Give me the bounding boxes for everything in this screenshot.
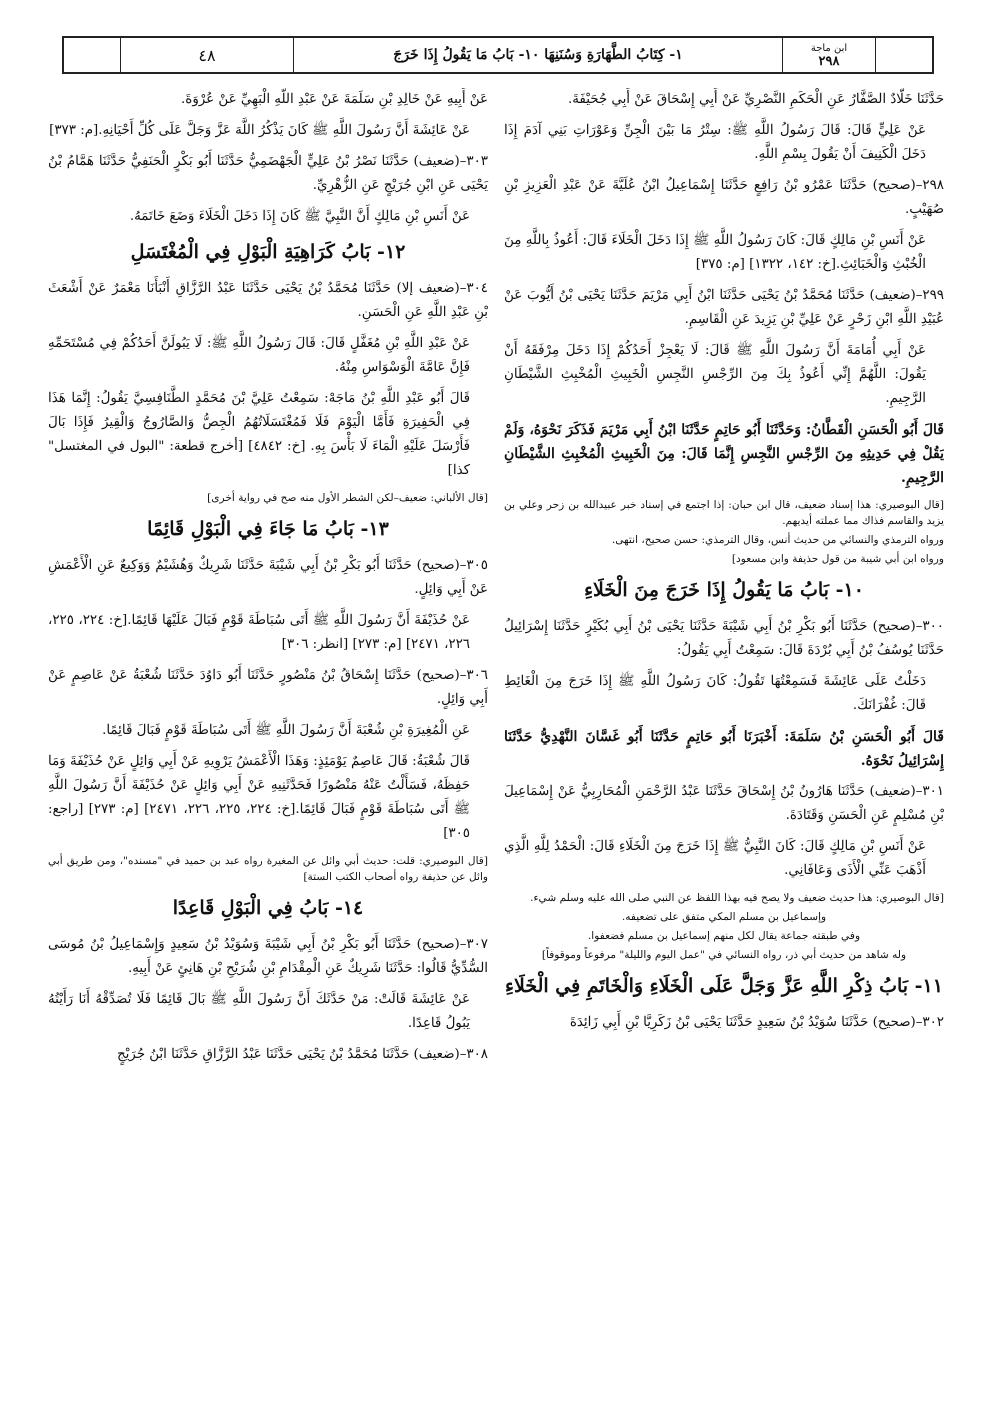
header-blank-cell xyxy=(876,38,932,72)
book-page xyxy=(48,30,944,1375)
hadith-308: ٣٠٨–(ضعيف) حَدَّثَنَا مُحَمَّدُ بْنُ يَحْيَى حَدَّثَنَا عَبْدُ الرَّزَّاقِ حَدَّثَنَا ابْنُ جُرَيْجٍ xyxy=(116,1047,488,1062)
chapter-heading-10: ١٠- بَابُ مَا يَقُولُ إِذَا خَرَجَ مِنَ الْخَلَاءِ xyxy=(584,579,864,601)
hadith-307: ٣٠٧–(صحيح) حَدَّثَنَا أَبُو بَكْرِ بْنُ أَبِي شَيْبَةَ وَسُوَيْدُ بْنُ سَعِيدٍ وَإِسْمَاعِيلُ بْنُ مُوسَى السُّدِّيُّ قَالُوا: حَدَّثَنَا شَرِيكٌ عَنِ الْمِقْدَامِ بْنِ شُرَيْحِ بْنِ هَانِئٍ عَنْ أَبِيهِ. xyxy=(48,937,488,976)
header-blank-cell xyxy=(64,38,121,72)
hadith-isnad: عَنْ أَبِيهِ عَنْ خَالِدِ بْنِ سَلَمَةَ عَنْ عَبْدِ اللَّهِ الْبَهِيِّ عَنْ عُرْوَةَ. xyxy=(181,92,488,107)
hadith-matn: عَنْ أَنَسِ بْنِ مَالِكٍ أَنَّ النَّبِيَّ ﷺ كَانَ إِذَا دَخَلَ الْخَلَاءَ وَضَعَ خَاتَمَهُ. xyxy=(129,209,470,224)
hadith-matn: عَنْ عَلِيٍّ قَالَ: قَالَ رَسُولُ اللَّهِ ﷺ: سِتْرُ مَا بَيْنَ الْجِنِّ وَعَوْرَاتِ بَنِي آدَمَ إِذَا دَخَلَ الْكَنِيفَ أَنْ يَقُولَ بِسْمِ اللَّهِ. xyxy=(504,123,926,162)
hadith-matn: دَخَلْتُ عَلَى عَائِشَةَ فَسَمِعْتُهَا تَقُولُ: كَانَ رَسُولُ اللَّهِ ﷺ إِذَا خَرَجَ مِنَ الْغَائِطِ قَالَ: غُفْرَانَكَ. xyxy=(504,674,926,713)
footnote: [قال البوصيري: هذا إسناد ضعيف، قال ابن حبان: إذا اجتمع في إسناد خبر عبيدالله بن زحر وعلي بن يزيد والقاسم فذاك مما عملته أيديهم. xyxy=(504,499,944,527)
right-column xyxy=(496,88,944,1368)
hadith-isnad: حَدَّثَنَا خَلَّادٌ الصَّفَّارُ عَنِ الْحَكَمِ النَّصْرِيِّ عَنْ أَبِي إِسْحَاقَ عَنْ أَبِي جُحَيْفَةَ. xyxy=(567,92,944,107)
book-number: ٢٩٨ xyxy=(818,54,840,69)
hadith-matn: عَنْ أَنَسِ بْنِ مَالِكٍ قَالَ: كَانَ النَّبِيُّ ﷺ إِذَا خَرَجَ مِنَ الْخَلَاءِ قَالَ: الْحَمْدُ لِلَّهِ الَّذِي أَذْهَبَ عَنِّي الْأَذَى وَعَافَانِي. xyxy=(504,839,926,878)
text-columns xyxy=(48,88,944,1368)
book-reference xyxy=(783,38,876,72)
hadith-matn: عَنْ عَائِشَةَ أَنَّ رَسُولَ اللَّهِ ﷺ كَانَ يَذْكُرُ اللَّهَ عَزَّ وَجَلَّ عَلَى كُلِّ أَحْيَانِهِ.[م: ٣٧٣] xyxy=(49,123,470,138)
footnote: [قال البوصيري: هذا حديث ضعيف ولا يصح فيه بهذا اللفظ عن النبي صلى الله عليه وسلم شيء. xyxy=(530,892,944,904)
hadith-matn: عَنْ عَائِشَةَ قَالَتْ: مَنْ حَدَّثَكَ أَنَّ رَسُولَ اللَّهِ ﷺ بَالَ قَائِمًا فَلَا تُصَدِّقْهُ أَنَا رَأَيْتُهُ يَبُولُ قَاعِدًا. xyxy=(48,992,470,1031)
narrator-note: قَالَ أَبُو الْحَسَنِ الْقَطَّانُ: وَحَدَّثَنَا أَبُو حَاتِمٍ حَدَّثَنَا ابْنُ أَبِي مَرْيَمَ فَذَكَرَ نَحْوَهُ، وَلَمْ يَقُلْ فِي حَدِيثِهِ مِنَ الرِّجْسِ النَّجِسِ إِنَّمَا قَالَ: مِنَ الْخَبِيثِ الْمُخْبِثِ الشَّيْطَانِ الرَّجِيمِ. xyxy=(504,422,944,486)
chapter-heading-12: ١٢- بَابُ كَرَاهِيَةِ الْبَوْلِ فِي الْمُغْتَسَلِ xyxy=(130,241,406,263)
commentary: قَالَ أَبُو عَبْدِ اللَّهِ بْنُ مَاجَهْ: سَمِعْتُ عَلِيَّ بْنَ مُحَمَّدٍ الطَّنَافِسِيَّ يَقُولُ: إِنَّمَا هَذَا فِي الْحَفِيرَةِ فَأَمَّا الْيَوْمَ فَلَا فَمُغْتَسَلَاتُهُمُ الْجِصُّ وَالصَّارُوجُ وَالْقِيرُ فَإِذَا بَالَ فَأَرْسَلَ عَلَيْهِ الْمَاءَ لَا بَأْسَ بِهِ. [خ: ٤٨٤٢] [أخرج قطعة: "البول في المغتسل" كذا] xyxy=(48,391,471,478)
page-number: ٤٨ xyxy=(121,38,294,72)
hadith-302: ٣٠٢–(صحيح) حَدَّثَنَا سُوَيْدُ بْنُ سَعِيدٍ حَدَّثَنَا يَحْيَى بْنُ زَكَرِيَّا بْنِ أَبِي زَائِدَةَ xyxy=(569,1015,944,1030)
commentary: قَالَ شُعْبَةُ: قَالَ عَاصِمٌ يَوْمَئِذٍ: وَهَذَا الْأَعْمَشُ يَرْوِيهِ عَنْ أَبِي وَائِلٍ عَنْ حُذَيْفَةَ وَمَا حَفِظَهُ، فَسَأَلْتُ عَنْهُ مَنْصُورًا فَحَدَّثَنِيهِ عَنْ أَبِي وَائِلٍ عَنْ حُذَيْفَةَ أَنَّ رَسُولَ اللَّهِ ﷺ أَتَى سُبَاطَةَ قَوْمٍ فَبَالَ قَائِمًا.[خ: ٢٢٤، ٢٢٥، ٢٢٦، ٢٤٧١] [م: ٢٧٣] [راجع: ٣٠٥] xyxy=(48,754,470,841)
hadith-306: ٣٠٦–(صحيح) حَدَّثَنَا إِسْحَاقُ بْنُ مَنْصُورٍ حَدَّثَنَا أَبُو دَاوُدَ حَدَّثَنَا شُعْبَةُ عَنْ عَاصِمٍ عَنْ أَبِي وَائِلٍ. xyxy=(48,668,488,707)
hadith-298: ٢٩٨–(صحيح) حَدَّثَنَا عَمْرُو بْنُ رَافِعٍ حَدَّثَنَا إِسْمَاعِيلُ ابْنُ عُلَيَّةَ عَنْ عَبْدِ الْعَزِيزِ بْنِ صُهَيْبٍ. xyxy=(504,178,944,217)
hadith-305: ٣٠٥–(صحيح) حَدَّثَنَا أَبُو بَكْرِ بْنُ أَبِي شَيْبَةَ حَدَّثَنَا شَرِيكٌ وَهُشَيْمٌ وَوَكِيعٌ عَنِ الْأَعْمَشِ عَنْ أَبِي وَائِلٍ. xyxy=(48,558,488,597)
chapter-heading-13: ١٣- بَابُ مَا جَاءَ فِي الْبَوْلِ قَائِمًا xyxy=(147,518,389,540)
footnote: [قال الألباني: ضعيف–لكن الشطر الأول منه صح في رواية أخرى] xyxy=(207,492,488,504)
hadith-matn: عَنْ عَبْدِ اللَّهِ بْنِ مُغَفَّلٍ قَالَ: قَالَ رَسُولُ اللَّهِ ﷺ: لَا يَبُولَنَّ أَحَدُكُمْ فِي مُسْتَحَمِّهِ فَإِنَّ عَامَّةَ الْوَسْوَاسِ مِنْهُ. xyxy=(48,336,470,375)
narrator-note: قَالَ أَبُو الْحَسَنِ بْنُ سَلَمَةَ: أَخْبَرَنَا أَبُو حَاتِمٍ حَدَّثَنَا أَبُو غَسَّانَ النَّهْدِيُّ حَدَّثَنَا إِسْرَائِيلُ نَحْوَهُ. xyxy=(504,729,944,769)
hadith-304: ٣٠٤–(ضعيف إلا) حَدَّثَنَا مُحَمَّدُ بْنُ يَحْيَى حَدَّثَنَا عَبْدُ الرَّزَّاقِ أَنْبَأَنَا مَعْمَرٌ عَنْ أَشْعَثَ بْنِ عَبْدِ اللَّهِ عَنِ الْحَسَنِ. xyxy=(48,281,488,320)
footnote: وله شاهد من حديث أبي ذر، رواه النسائي في "عمل اليوم والليلة" مرفوعاً وموقوفاً] xyxy=(541,949,907,961)
hadith-300: ٣٠٠–(صحيح) حَدَّثَنَا أَبُو بَكْرِ بْنُ أَبِي شَيْبَةَ حَدَّثَنَا يَحْيَى بْنُ أَبِي بُكَيْرٍ حَدَّثَنَا إِسْرَائِيلُ حَدَّثَنَا يُوسُفُ بْنُ أَبِي بُرْدَةَ قَالَ: سَمِعْتُ أَبِي يَقُولُ: xyxy=(504,619,944,658)
page-header xyxy=(62,36,934,74)
footnote: [قال البوصيري: قلت: حديث أبي وائل عن المغيرة رواه عبد بن حميد في "مسنده"، ومن طريق أبي وائل عن حذيفة رواه أصحاب الكتب الستة] xyxy=(48,855,488,883)
footnote: ورواه الترمذي والنسائي من حديث أنس، وقال الترمذي: حسن صحيح، انتهى. xyxy=(611,534,944,546)
hadith-301: ٣٠١–(ضعيف) حَدَّثَنَا هَارُونُ بْنُ إِسْحَاقَ حَدَّثَنَا عَبْدُ الرَّحْمَنِ الْمُحَارِبِيُّ عَنْ إِسْمَاعِيلَ بْنِ مُسْلِمٍ عَنِ الْحَسَنِ وَقَتَادَةَ. xyxy=(504,784,944,823)
left-column xyxy=(48,88,496,1368)
footnote: وإسماعيل بن مسلم المكي متفق على تضعيفه. xyxy=(621,911,827,923)
chapter-heading-11: ١١- بَابُ ذِكْرِ اللَّهِ عَزَّ وَجَلَّ عَلَى الْخَلَاءِ وَالْخَاتَمِ فِي الْخَلَاءِ xyxy=(505,975,943,997)
hadith-matn: عَنِ الْمُغِيرَةِ بْنِ شُعْبَةَ أَنَّ رَسُولَ اللَّهِ ﷺ أَتَى سُبَاطَةَ قَوْمٍ فَبَالَ قَائِمًا. xyxy=(102,723,470,738)
footnote: ورواه ابن أبي شيبة من قول حذيفة وابن مسعود] xyxy=(731,553,944,565)
hadith-matn: عَنْ حُذَيْفَةَ أَنَّ رَسُولَ اللَّهِ ﷺ أَتَى سُبَاطَةَ قَوْمٍ فَبَالَ عَلَيْهَا قَائِمًا.[خ: ٢٢٤، ٢٢٥، ٢٢٦، ٢٤٧١] [م: ٢٧٣] [انظر: ٣٠٦] xyxy=(48,613,470,652)
running-title: ١- كِتَابُ الطَّهَارَةِ وَسُنَنِهَا ١٠- بَابُ مَا يَقُولُ إِذَا خَرَجَ xyxy=(294,38,783,72)
book-name: ابن ماجة xyxy=(810,43,848,54)
hadith-matn: عَنْ أَبِي أُمَامَةَ أَنَّ رَسُولَ اللَّهِ ﷺ قَالَ: لَا يَعْجِزْ أَحَدُكُمْ إِذَا دَخَلَ مِرْفَقَهُ أَنْ يَقُولَ: اللَّهُمَّ إِنِّي أَعُوذُ بِكَ مِنَ الرِّجْسِ النَّجِسِ الْخَبِيثِ الْمُخْبِثِ الشَّيْطَانِ الرَّجِيمِ. xyxy=(504,343,926,406)
chapter-heading-14: ١٤- بَابُ فِي الْبَوْلِ قَاعِدًا xyxy=(172,897,364,919)
hadith-303: ٣٠٣–(ضعيف) حَدَّثَنَا نَصْرُ بْنُ عَلِيٍّ الْجَهْضَمِيُّ حَدَّثَنَا أَبُو بَكْرٍ الْحَنَفِيُّ حَدَّثَنَا هَمَّامُ بْنُ يَحْيَى عَنِ ابْنِ جُرَيْجٍ عَنِ الزُّهْرِيِّ. xyxy=(48,154,488,193)
hadith-299: ٢٩٩–(ضعيف) حَدَّثَنَا مُحَمَّدُ بْنُ يَحْيَى حَدَّثَنَا ابْنُ أَبِي مَرْيَمَ حَدَّثَنَا يَحْيَى بْنُ أَيُّوبَ عَنْ عُبَيْدِ اللَّهِ ابْنِ زَحْرٍ عَنْ عَلِيِّ بْنِ يَزِيدَ عَنِ الْقَاسِمِ. xyxy=(504,288,944,327)
hadith-matn: عَنْ أَنَسِ بْنِ مَالِكٍ قَالَ: كَانَ رَسُولُ اللَّهِ ﷺ إِذَا دَخَلَ الْخَلَاءَ قَالَ: أَعُوذُ بِاللَّهِ مِنَ الْخُبْثِ وَالْخَبَائِثِ.[خ: ١٤٢، ١٣٢٢] [م: ٣٧٥] xyxy=(504,233,926,272)
footnote: وفي طبقته جماعة يقال لكل منهم إسماعيل بن مسلم فضعفوا. xyxy=(587,930,861,942)
